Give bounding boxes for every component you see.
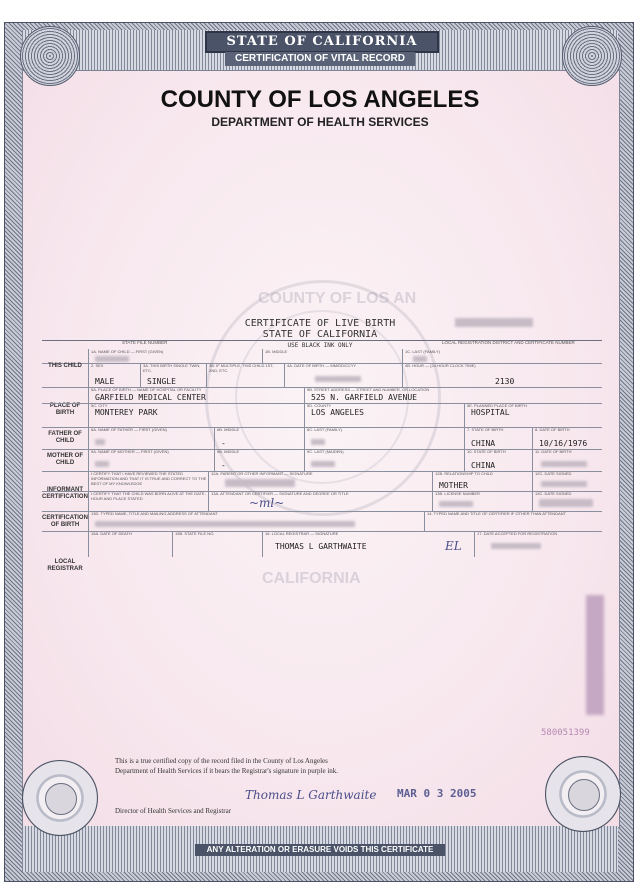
field-state-file-no: 15B. STATE FILE NO. [172,531,263,557]
form-row-city [42,403,602,428]
field-attendant-name: 13D. TYPED NAME, TITLE AND MAILING ADDRESS OF ATTENDANT [88,511,425,531]
field-hour: 4B. HOUR — (24 HOUR CLOCK TIME) 2130 [402,363,603,387]
form-row-attendant-name [42,511,602,532]
certified-copy-line2: Department of Health Services if it bears the Registrar's signature in purple ink. [115,767,339,775]
section-certification: CERTIFICATION OF BIRTH [42,515,88,528]
local-registration-label: LOCAL REGISTRATION DISTRICT AND CERTIFICATE NUMBER [442,340,575,345]
field-sex: 2. SEX MALE [88,363,141,387]
field-father-state-of-birth: 7. STATE OF BIRTH CHINA [464,427,533,449]
field-place-of-birth: 5A. PLACE OF BIRTH — NAME OF HOSPITAL OR FACILITY GARFIELD MEDICAL CENTER [88,387,305,403]
field-this-birth: 3A. THIS BIRTH SINGLE TWIN, ETC. SINGLE [140,363,207,387]
field-certifier-date-signed: 13C. DATE SIGNED [532,491,603,511]
field-father-middle-name: 6B. MIDDLE - [214,427,305,449]
certificate-title-line1: CERTIFICATE OF LIVE BIRTH [244,318,396,329]
form-row-informant [42,471,602,492]
director-title: Director of Health Services and Registrar [115,807,232,815]
field-mother-last-name: 9C. LAST (MAIDEN) [304,449,465,471]
section-mother: MOTHER OF CHILD [47,453,83,466]
los-angeles-county-seal [545,756,621,832]
rosette-ornament-left [20,26,80,86]
field-street-address: 5B. STREET ADDRESS — STREET AND NUMBER, OR LOCATION 525 N. GARFIELD AVENUE [304,387,603,403]
state-file-number-label: STATE FILE NUMBER [122,340,168,345]
field-child-last-name: 1C. LAST (FAMILY) [402,349,603,363]
certificate-title-line2: STATE OF CALIFORNIA [262,329,378,340]
certificate-title-line3: USE BLACK INK ONLY [287,342,353,349]
field-multiple-order: 3B. IF MULTIPLE, THIS CHILD 1ST, 2ND, ETC. [206,363,285,387]
issue-date-stamp: MAR 0 3 2005 [397,787,477,800]
field-date-of-birth: 4A. DATE OF BIRTH — MM/DD/CCYY [284,363,403,387]
field-mother-middle-name: 9B. MIDDLE - [214,449,305,471]
field-informant-statement: I CERTIFY THAT I HAVE REVIEWED THE STATED INFORMATION AND THAT IT IS TRUE AND CORRECT TO THE BEST OF MY KNOWLEDGE [88,471,209,491]
certified-copy-line1: This is a true certified copy of the record filed in the County of Los Angeles [115,757,328,765]
field-attendant-signature: 13A. ATTENDANT OR CERTIFIER — SIGNATURE AND DEGREE OR TITLE ~ml~ [208,491,433,511]
field-father-first-name: 6A. NAME OF FATHER — FIRST (GIVEN) [88,427,215,449]
seal-center-emblem [45,783,77,815]
redacted-certificate-number [455,318,533,327]
form-row-registrar [42,531,602,557]
attendant-signature: ~ml~ [249,496,285,510]
field-mother-state-of-birth: 10. STATE OF BIRTH CHINA [464,449,533,471]
field-certifier-name: 14. TYPED NAME AND TITLE OF CERTIFIER IF OTHER THAN ATTENDANT [424,511,603,531]
section-place-of-birth: PLACE OF BIRTH [49,403,81,416]
form-row-mother [42,449,602,472]
form-row-child-name [42,349,602,364]
rosette-ornament-right [562,26,622,86]
state-banner: STATE OF CALIFORNIA [205,31,439,53]
field-license-number: 13B. LICENSE NUMBER [432,491,533,511]
field-planned-place: 5E. PLANNED PLACE OF BIRTH HOSPITAL [464,403,603,427]
field-father-date-of-birth: 8. DATE OF BIRTH 10/16/1976 [532,427,603,449]
field-date-accepted: 17. DATE ACCEPTED FOR REGISTRATION [474,531,603,557]
watermark-text-top: COUNTY OF LOS AN [258,290,417,307]
form-row-certification [42,491,602,512]
section-this-child: THIS CHILD [48,363,82,369]
field-county: 5D. COUNTY LOS ANGELES [304,403,465,427]
department-title: DEPARTMENT OF HEALTH SERVICES [211,115,429,129]
field-relationship: 12B. RELATIONSHIP TO CHILD MOTHER [432,471,533,491]
field-mother-date-of-birth: 11. DATE OF BIRTH [532,449,603,471]
watermark-text-bottom: CALIFORNIA [262,570,361,587]
registrar-signature: Thomas L Garthwaite [245,788,377,802]
alteration-warning: ANY ALTERATION OR ERASURE VOIDS THIS CERTIFICATE [195,844,445,856]
side-number: 580051399 [541,728,590,738]
section-father: FATHER OF CHILD [48,431,82,444]
birth-record-form [42,340,602,573]
section-local-registrar: LOCAL REGISTRAR [47,559,83,572]
field-date-of-death: 15A. DATE OF DEATH [88,531,173,557]
great-seal-of-california [22,760,98,836]
certification-banner: CERTIFICATION OF VITAL RECORD [225,52,415,66]
section-informant: INFORMANT CERTIFICATION [42,487,88,500]
form-row-place [42,387,602,404]
field-certification-statement: I CERTIFY THAT THE CHILD WAS BORN ALIVE AT THE DATE, HOUR AND PLACE STATED [88,491,209,511]
field-father-last-name: 6C. LAST (FAMILY) [304,427,465,449]
form-row-child-details [42,363,602,388]
field-city: 5C. CITY MONTEREY PARK [88,403,305,427]
field-informant-date-signed: 12C. DATE SIGNED [532,471,603,491]
field-child-first-name: 1A. NAME OF CHILD — FIRST (GIVEN) [88,349,263,363]
form-row-father [42,427,602,450]
seal-center-emblem [568,779,600,811]
county-title: COUNTY OF LOS ANGELES [160,86,480,113]
redacted-side-number [586,595,604,715]
field-parent-signature: 12A. PARENT OR OTHER INFORMANT — SIGNATURE [208,471,433,491]
field-mother-first-name: 9A. NAME OF MOTHER — FIRST (GIVEN) [88,449,215,471]
field-child-middle-name: 1B. MIDDLE [262,349,403,363]
field-local-registrar-signature: 16. LOCAL REGISTRAR — SIGNATURE THOMAS L GARTHWAITE EL [262,531,475,557]
